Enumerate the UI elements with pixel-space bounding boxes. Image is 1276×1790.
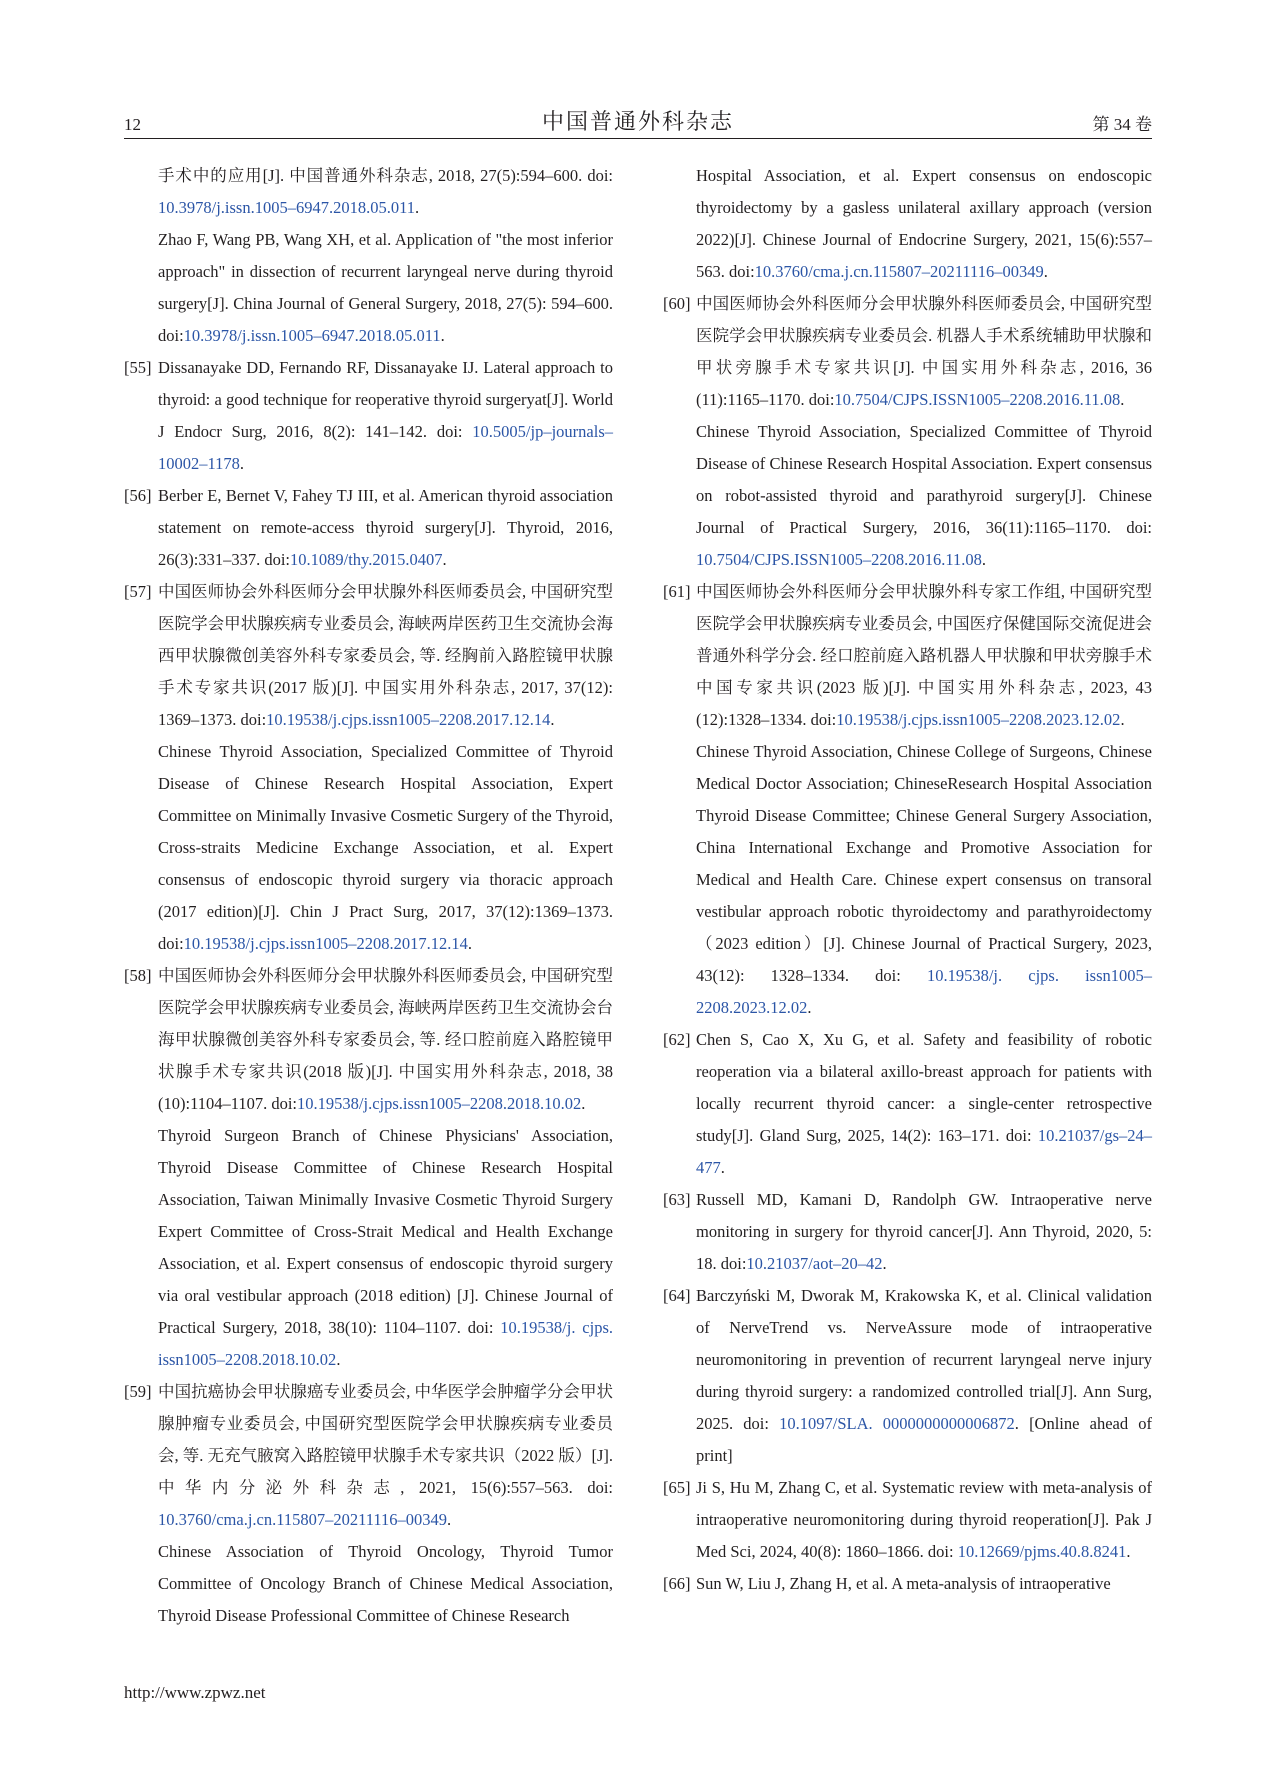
reference-text: Chen S, Cao X, Xu G, et al. Safety and feasibility of robotic reoperation via a bilateral axillo-breast approach for patients with locally recurrent thyroid cancer: a single-center retrospective study[J]. Gland Surg, 2025, 14(2): 163–171. doi:: [696, 1030, 1152, 1145]
doi-link[interactable]: 10.19538/j. cjps. issn1005–2208.2023.12.02: [696, 966, 1152, 1017]
reference-entry: [663, 1568, 1152, 1600]
doi-link[interactable]: 10.19538/j.cjps.issn1005–2208.2023.12.02: [836, 710, 1121, 729]
reference-tail: .: [239, 454, 245, 473]
reference-text: Berber E, Bernet V, Fahey TJ III, et al. American thyroid association statement on remote-access thyroid surgery[J]. Thyroid, 2016, 26(3):331–337. doi:: [158, 486, 613, 569]
reference-translation: [124, 1536, 613, 1632]
reference-tail: .: [882, 1254, 887, 1273]
page-number: 12: [124, 115, 141, 134]
reference-text: Zhao F, Wang PB, Wang XH, et al. Application of "the most inferior approach" in dissection of recurrent laryngeal nerve during thyroid surgery[J]. China Journal of General Surgery, 2018, 27(5): 594–600. doi:: [158, 230, 613, 345]
reference-translation: [124, 224, 613, 352]
doi-link[interactable]: 10.19538/j.cjps.issn1005–2208.2017.12.14: [183, 934, 468, 953]
reference-tail: .: [440, 326, 445, 345]
doi-link[interactable]: 10.19538/j.cjps.issn1005–2208.2018.10.02: [297, 1094, 582, 1113]
reference-entry: [124, 960, 613, 1120]
reference-tail: .: [720, 1158, 725, 1177]
doi-link[interactable]: 10.1097/SLA. 0000000000006872: [779, 1414, 1015, 1433]
volume-label: 第 34 卷: [1092, 115, 1152, 134]
reference-text: Chinese Thyroid Association, Specialized Committee of Thyroid Disease of Chinese Research Hospital Association, Expert Committee on Minimally Invasive Cosmetic Surgery of the Thyroid, Cross-straits Medicine Exchange Association, et al. Expert consensus of endoscopic thyroid surgery via thoracic approach (2017 edition)[J]. Chin J Pract Surg, 2017, 37(12):1369–1373. doi:: [158, 742, 613, 953]
reference-text: Hospital Association, et al. Expert consensus on endoscopic thyroidectomy by a gasless unilateral axillary approach (version 2022)[J]. Chinese Journal of Endocrine Surgery, 2021, 15(6):557–563. doi:: [696, 166, 1152, 281]
reference-number: [60]: [663, 294, 691, 313]
journal-title: 中国普通外科杂志: [541, 109, 734, 134]
doi-link[interactable]: 10.21037/aot–20–42: [746, 1254, 883, 1273]
reference-tail: .: [336, 1350, 341, 1369]
reference-number: [66]: [663, 1574, 691, 1593]
doi-link[interactable]: 10.3760/cma.j.cn.115807–20211116–00349: [158, 1510, 448, 1529]
reference-tail: .: [1043, 262, 1048, 281]
doi-link[interactable]: 10.7504/CJPS.ISSN1005–2208.2016.11.08: [696, 550, 982, 569]
reference-entry: [124, 480, 613, 576]
reference-entry: [663, 1184, 1152, 1280]
reference-number: [65]: [663, 1478, 691, 1497]
reference-translation: [124, 160, 613, 224]
reference-number: [64]: [663, 1286, 691, 1305]
left-column: [124, 160, 613, 1632]
reference-number: [56]: [124, 486, 152, 505]
reference-number: [61]: [663, 582, 691, 601]
doi-link[interactable]: 10.5005/jp–journals–10002–1178: [158, 422, 613, 473]
doi-link[interactable]: 10.21037/gs–24–477: [696, 1126, 1152, 1177]
reference-text: 中国抗癌协会甲状腺癌专业委员会, 中华医学会肿瘤学分会甲状腺肿瘤专业委员会, 中国研究型医院学会甲状腺疾病专业委员会, 等. 无充气腋窝入路腔镜甲状腺手术专家共识（2022 版）[J]. 中华内分泌外科杂志, 2021, 15(6):557–563. doi:: [158, 1382, 613, 1497]
doi-link[interactable]: 10.19538/j. cjps. issn1005–2208.2018.10.02: [158, 1318, 613, 1369]
reference-tail: .: [467, 934, 472, 953]
reference-entry: [124, 1376, 613, 1536]
reference-entry: [663, 576, 1152, 736]
reference-text: Chinese Association of Thyroid Oncology, Thyroid Tumor Committee of Oncology Branch of Chinese Medical Association, Thyroid Disease Professional Committee of Chinese Research: [158, 1542, 613, 1625]
reference-tail: .: [1126, 1542, 1131, 1561]
doi-link[interactable]: 10.12669/pjms.40.8.8241: [957, 1542, 1127, 1561]
doi-link[interactable]: 10.7504/CJPS.ISSN1005–2208.2016.11.08: [834, 390, 1121, 409]
doi-link[interactable]: 10.3760/cma.j.cn.115807–20211116–00349: [754, 262, 1044, 281]
reference-tail: .: [581, 1094, 586, 1113]
reference-entry: [124, 352, 613, 480]
reference-entry: [124, 576, 613, 736]
reference-text: Sun W, Liu J, Zhang H, et al. A meta-analysis of intraoperative: [696, 1574, 1111, 1593]
reference-tail: .: [981, 550, 987, 569]
reference-number: [57]: [124, 582, 152, 601]
doi-link[interactable]: 10.3978/j.issn.1005–6947.2018.05.011: [183, 326, 441, 345]
reference-number: [58]: [124, 966, 152, 985]
reference-tail: .: [414, 198, 420, 217]
reference-translation: [663, 416, 1152, 576]
reference-text: 中国医师协会外科医师分会甲状腺外科专家工作组, 中国研究型医院学会甲状腺疾病专业委员会, 中国医疗保健国际交流促进会普通外科学分会. 经口腔前庭入路机器人甲状腺和甲状旁腺手术中国专家共识(2023 版)[J]. 中国实用外科杂志, 2023, 43 (12):1328–1334. doi:: [696, 582, 1152, 729]
doi-link[interactable]: 10.1089/thy.2015.0407: [290, 550, 443, 569]
reference-number: [55]: [124, 358, 152, 377]
reference-number: [59]: [124, 1382, 152, 1401]
reference-text: 中国医师协会外科医师分会甲状腺外科医师委员会, 中国研究型医院学会甲状腺疾病专业委员会. 机器人手术系统辅助甲状腺和甲状旁腺手术专家共识[J]. 中国实用外科杂志, 2016, 36 (11):1165–1170. doi:: [696, 294, 1152, 409]
doi-link[interactable]: 10.19538/j.cjps.issn1005–2208.2017.12.14: [266, 710, 551, 729]
reference-entry: [663, 288, 1152, 416]
reference-text: Chinese Thyroid Association, Chinese College of Surgeons, Chinese Medical Doctor Association; ChineseResearch Hospital Association Thyroid Disease Committee; Chinese General Surgery Association, China International Exchange and Promotive Association for Medical and Health Care. Chinese expert consensus on transoral vestibular approach robotic thyroidectomy and parathyroidectomy（2023 edition）[J]. Chinese Journal of Practical Surgery, 2023, 43(12): 1328–1334. doi:: [696, 742, 1152, 985]
reference-text: Chinese Thyroid Association, Specialized Committee of Thyroid Disease of Chinese Research Hospital Association. Expert consensus on robot-assisted thyroid and parathyroid surgery[J]. Chinese Journal of Practical Surgery, 2016, 36(11):1165–1170. doi:: [696, 422, 1152, 537]
reference-entry: [663, 1280, 1152, 1472]
reference-tail: .: [442, 550, 447, 569]
reference-translation: [663, 736, 1152, 1024]
reference-text: Barczyński M, Dworak M, Krakowska K, et al. Clinical validation of NerveTrend vs. NerveAssure mode of intraoperative neuromonitoring in prevention of recurrent laryngeal nerve injury during thyroid surgery: a randomized controlled trial[J]. Ann Surg, 2025. doi:: [696, 1286, 1152, 1433]
reference-text: Thyroid Surgeon Branch of Chinese Physicians' Association, Thyroid Disease Committee of Chinese Research Hospital Association, Taiwan Minimally Invasive Cosmetic Thyroid Surgery Expert Committee of Cross-Strait Medical and Health Exchange Association, et al. Expert consensus of endoscopic thyroid surgery via oral vestibular approach (2018 edition) [J]. Chinese Journal of Practical Surgery, 2018, 38(10): 1104–1107. doi:: [158, 1126, 613, 1337]
reference-tail: .: [807, 998, 812, 1017]
doi-link[interactable]: 10.3978/j.issn.1005–6947.2018.05.011: [158, 198, 415, 217]
reference-text: Dissanayake DD, Fernando RF, Dissanayake IJ. Lateral approach to thyroid: a good technique for reoperative thyroid surgeryat[J]. World J Endocr Surg, 2016, 8(2): 141–142. doi:: [158, 358, 613, 441]
reference-translation: [124, 736, 613, 960]
running-header: [124, 104, 1152, 139]
footer-url[interactable]: http://www.zpwz.net: [124, 1683, 266, 1702]
reference-number: [62]: [663, 1030, 691, 1049]
reference-text: 中国医师协会外科医师分会甲状腺外科医师委员会, 中国研究型医院学会甲状腺疾病专业委员会, 海峡两岸医药卫生交流协会台海甲状腺微创美容外科专家委员会, 等. 经口腔前庭入路腔镜甲状腺手术专家共识(2018 版)[J]. 中国实用外科杂志, 2018, 38 (10):1104–1107. doi:: [158, 966, 613, 1113]
right-column: [663, 160, 1152, 1600]
reference-translation: [663, 160, 1152, 288]
reference-entry: [663, 1024, 1152, 1184]
reference-translation: [124, 1120, 613, 1376]
reference-number: [63]: [663, 1190, 691, 1209]
reference-tail: .: [1120, 710, 1125, 729]
reference-text: Ji S, Hu M, Zhang C, et al. Systematic review with meta-analysis of intraoperative neuromonitoring during thyroid reoperation[J]. Pak J Med Sci, 2024, 40(8): 1860–1866. doi:: [696, 1478, 1152, 1561]
reference-entry: [663, 1472, 1152, 1568]
reference-text: Russell MD, Kamani D, Randolph GW. Intraoperative nerve monitoring in surgery for thyroid cancer[J]. Ann Thyroid, 2020, 5: 18. doi:: [696, 1190, 1152, 1273]
reference-tail: .: [447, 1510, 452, 1529]
reference-tail: .: [550, 710, 555, 729]
reference-tail: . [Online ahead of print]: [696, 1414, 1152, 1465]
reference-text: 手术中的应用[J]. 中国普通外科杂志, 2018, 27(5):594–600. doi:: [158, 166, 613, 185]
reference-text: 中国医师协会外科医师分会甲状腺外科医师委员会, 中国研究型医院学会甲状腺疾病专业委员会, 海峡两岸医药卫生交流协会海西甲状腺微创美容外科专家委员会, 等. 经胸前入路腔镜甲状腺手术专家共识(2017 版)[J]. 中国实用外科杂志, 2017, 37(12): 1369–1373. doi:: [158, 582, 613, 729]
reference-tail: .: [1120, 390, 1125, 409]
